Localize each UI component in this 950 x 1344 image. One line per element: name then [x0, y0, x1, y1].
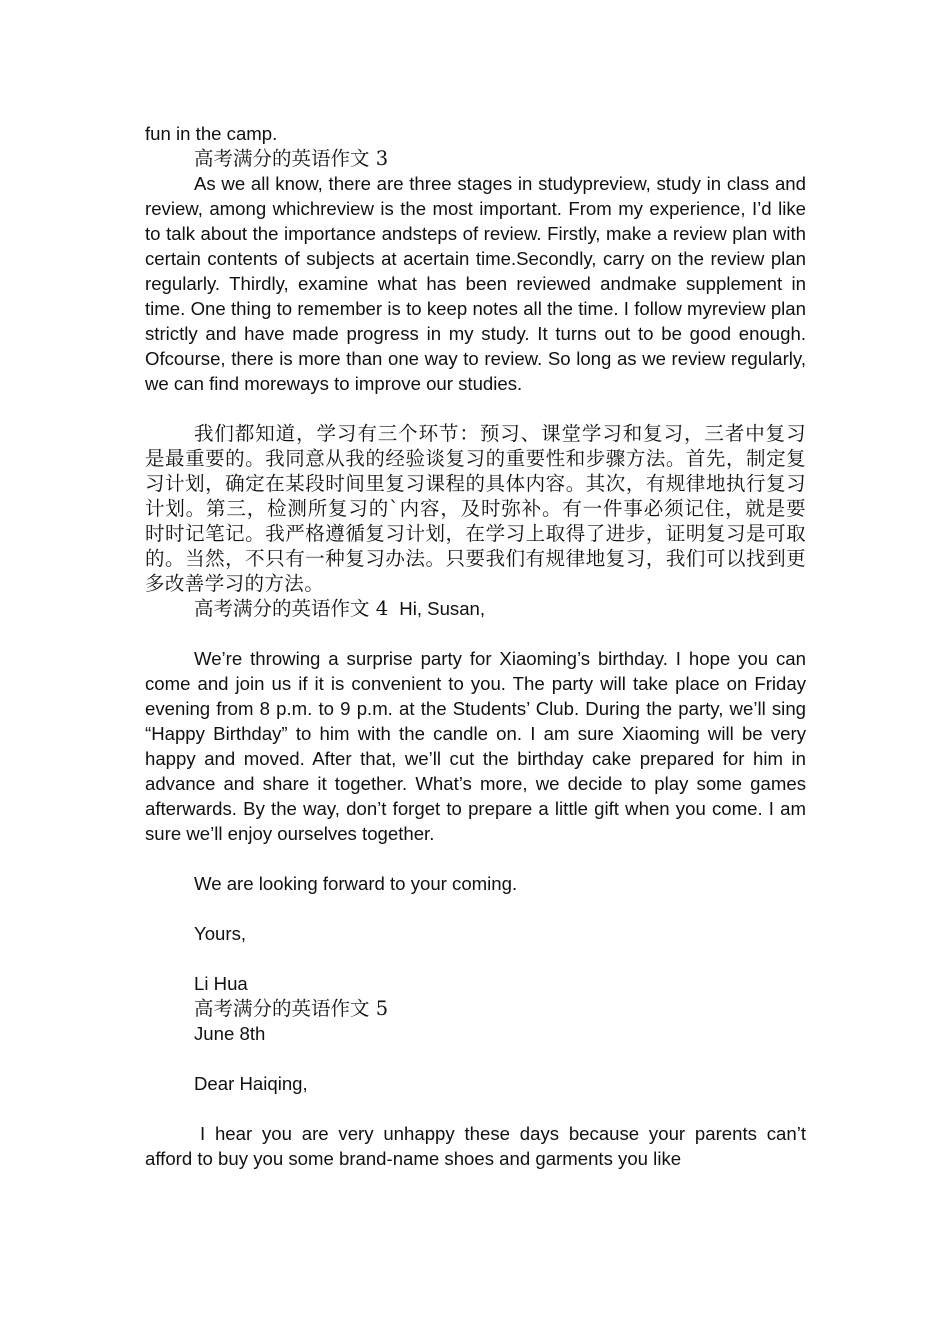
essay-5-date: June 8th — [194, 1023, 266, 1044]
essay-5-heading: 高考满分的英语作文 5 — [194, 997, 389, 1020]
paragraph-spacer — [145, 896, 806, 921]
paragraph-spacer — [145, 946, 806, 971]
paragraph-spacer — [145, 1096, 806, 1121]
essay-4-greeting: Hi, Susan, — [399, 598, 486, 619]
paragraph-spacer — [145, 1046, 806, 1071]
essay-3-chinese-paragraph: 我们都知道，学习有三个环节：预习、课堂学习和复习，三者中复习是最重要的。我同意从我的经验谈复习的重要性和步骤方法。首先，制定复习计划，确定在某段时间里复习课程的具体内容。其次，有规律地执行复习计划。第三，检测所复习的`内容，及时弥补。有一件事必须记住，就是要时时记笔记。我严格遵循复习计划，在学习上取得了进步，证明复习是可取的。当然，不只有一种复习办法。只要我们有规律地复习，我们可以找到更多改善学习的方法。 — [145, 422, 806, 595]
essay-4-heading: 高考满分的英语作文 4 — [194, 597, 389, 620]
essay-3-english-paragraph: As we all know, there are three stages in studypreview, study in class and review, among whichreview is the most important. From my experience, I’d like to talk about the importance andsteps of review. Firstly, make a review plan with certain contents of subjects at acertain time.Secondly, carry on the review plan regularly. Thirdly, examine what has been reviewed andmake supplement in time. One thing to remember is to keep notes all the time. I follow myreview plan strictly and have made progress in my study. It turns out to be good enough. Ofcourse, there is more than one way to review. So long as we review regularly, we can find moreways to improve our studies. — [145, 173, 806, 394]
essay-4-heading-line — [145, 596, 806, 621]
essay-4-body: We’re throwing a surprise party for Xiaoming’s birthday. I hope you can come and join us if it is convenient to you. The party will take place on Friday evening from 8 p.m. to 9 p.m. at the Students’ Club. During the party, we’ll sing “Happy Birthday” to him with the candle on. I am sure Xiaoming will be very happy and moved. After that, we’ll cut the birthday cake prepared for him in advance and share it together. What’s more, we decide to play some games afterwards. By the way, don’t forget to prepare a little gift when you come. I am sure we’ll enjoy ourselves together. — [145, 648, 806, 844]
text-line-fun-in-camp: fun in the camp. — [145, 123, 278, 144]
essay-4-signature: Li Hua — [194, 973, 248, 994]
paragraph-spacer — [145, 396, 806, 421]
document-body — [145, 121, 806, 1171]
essay-4-closing-line: We are looking forward to your coming. — [194, 873, 518, 894]
essay-3-heading: 高考满分的英语作文 3 — [194, 147, 389, 170]
paragraph-spacer — [145, 621, 806, 646]
paragraph-spacer — [145, 846, 806, 871]
essay-4-signoff: Yours, — [194, 923, 247, 944]
essay-5-body-start: I hear you are very unhappy these days because your parents can’t afford to buy you some brand-name shoes and garments you like — [145, 1123, 806, 1169]
essay-5-greeting: Dear Haiqing, — [194, 1073, 308, 1094]
